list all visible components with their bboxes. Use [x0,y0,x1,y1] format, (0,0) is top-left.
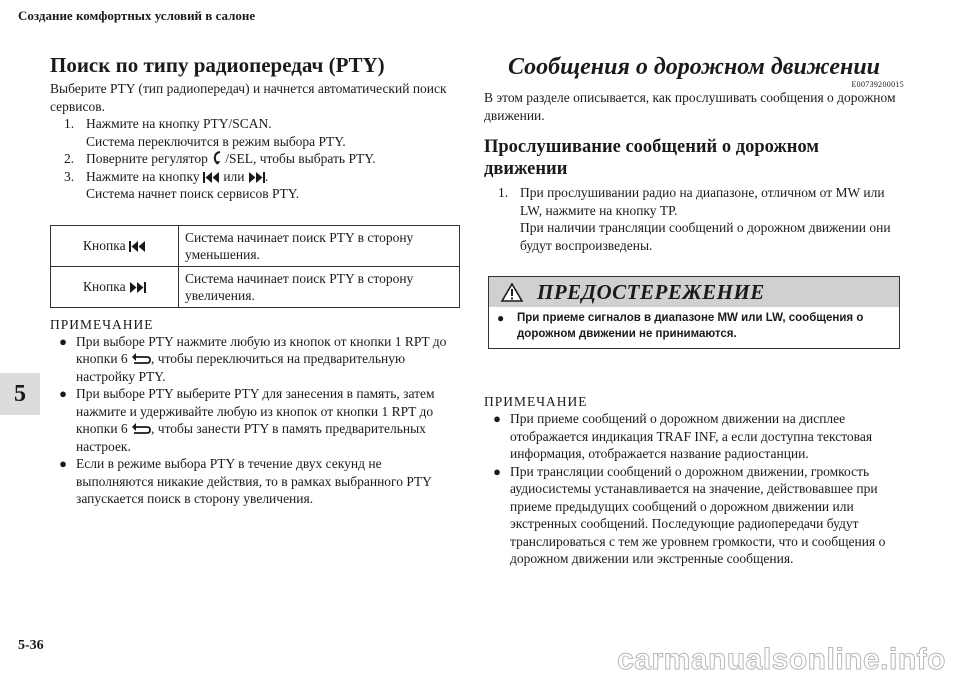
skip-forward-icon [129,282,146,293]
subsection-title: Прослушивание сообщений о дорожном движении [484,137,819,179]
bullet-icon: ● [497,311,505,325]
section-title-traffic: Сообщения о дорожном движении [507,54,881,80]
page-number: 5-36 [18,638,44,653]
bullet-icon: ● [493,411,501,426]
skip-back-icon [129,241,146,252]
warning-header [489,277,899,307]
list-item: ● При трансляции сообщений о дорожном движении, громкость аудиосистемы устанавливается на значение, действовавшее при приеме предыдущих сообщений о дорожном движении или экстренных сообщений. Последующие радиопередачи будут транслироваться с тем же уровнем громкости, что и сообщения о дорожном движении или экстренные сообщения. [484,463,904,568]
document-code: E00739200015 [851,80,904,89]
warning-triangle-icon [501,283,523,302]
warning-title: ПРЕДОСТЕРЕЖЕНИЕ [537,279,765,304]
skip-back-icon [203,172,220,183]
note-label: ПРИМЕЧАНИЕ [50,316,154,332]
left-column [50,52,460,508]
table-row [51,225,460,266]
step-2: 2. Поверните регулятор /SEL, чтобы выбрать PTY. [64,151,376,166]
table-value-cell: Система начинает поиск PTY в сторону уменьшения. [179,225,460,266]
return-arrow-icon [131,423,151,435]
skip-forward-icon [248,172,265,183]
traffic-intro: В этом разделе описывается, как прослушивать сообщения о дорожном движении. [484,90,896,123]
table-key-cell: Кнопка [51,225,179,266]
return-arrow-icon [131,353,151,365]
chapter-tab: 5 [0,373,40,415]
bullet-icon: ● [59,333,67,349]
right-column [484,52,904,568]
traffic-step-1: 1. При прослушивании радио на диапазоне, отличном от MW или LW, нажмите на кнопку TP. При наличии трансляции сообщений о дорожном движении они будут воспроизведены. [498,185,891,253]
bullet-icon: ● [59,386,67,401]
tune-dial-icon [211,151,225,165]
pty-button-table [50,225,460,308]
step-1: 1. Нажмите на кнопку PTY/SCAN. Система переключится в режим выбора PTY. [64,116,346,149]
note-label: ПРИМЕЧАНИЕ [484,394,588,409]
watermark: carmanualsonline.info [617,643,946,676]
list-item: ● При выборе PTY выберите PTY для занесения в память, затем нажмите и удерживайте любую из кнопок от кнопки 1 RPT до кнопки 6 , чтобы занести PTY в память предварительных настроек. [50,385,460,455]
bullet-icon: ● [59,456,67,471]
running-header: Создание комфортных условий в салоне [18,8,256,23]
pty-intro: Выберите PTY (тип радиопередач) и начнется автоматический поиск сервисов. [50,81,447,114]
warning-body: ● При приеме сигналов в диапазоне MW или LW, сообщения о дорожном движении не принимаются. [497,311,864,340]
section-title-pty: Поиск по типу радиопередач (PTY) [50,53,385,77]
table-key-cell: Кнопка [51,266,179,307]
list-item: ● Если в режиме выбора PTY в течение двух секунд не выполняются никакие действия, то в рамках выбранного PTY запускается поиск в сторону увеличения. [50,455,460,508]
step-3: 3. Нажмите на кнопку или . Система начнет поиск сервисов PTY. [64,168,300,201]
table-row [51,266,460,307]
warning-box [488,276,900,349]
bullet-icon: ● [493,463,501,479]
list-item: ● При приеме сообщений о дорожном движении на дисплее отображается индикация TRAF INF, а если доступна текстовая информация, отображается название радиостанции. [484,410,904,463]
list-item: ● При выборе PTY нажмите любую из кнопок от кнопки 1 RPT до кнопки 6 , чтобы переключиться на предварительную настройку PTY. [50,333,460,386]
table-value-cell: Система начинает поиск PTY в сторону увеличения. [179,266,460,307]
